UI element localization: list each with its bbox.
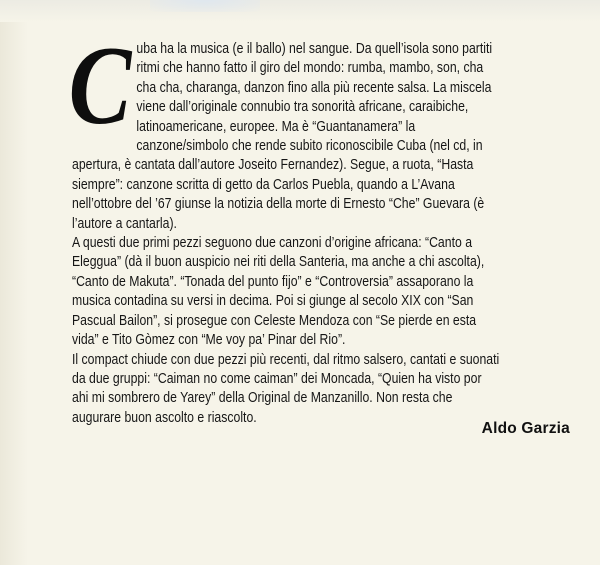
page-tint-top <box>150 0 260 12</box>
article-paragraph-1 <box>68 24 500 234</box>
article-paragraph-3: Il compact chiude con due pezzi più recenti, dal ritmo salsero, cantati e suonati da due gruppi: “Caiman no come caiman” dei Moncada, “Quien ha visto por ahi mi sombrero de Yarey” della Original de Manzanillo. Non resta che augurare buon ascolto e riascolto. <box>72 351 500 426</box>
article-paragraph-2: A questi due primi pezzi seguono due canzoni d’origine africana: “Canto a Eleggua” (dà il buon auspicio nei riti della Santeria, ma anche a chi ascolta), “Canto de Makuta”. “Tonada del punto fijo” e “Controversia” assaporano la musica contadina su versi in decima. Poi si giunge al secolo XIX con “San Pascual Bailon”, si prosegue con Celeste Mendoza con “Se pierde en esta vida” e Tito Gòmez con “Me voy pa’ Pinar del Rio”. <box>72 235 485 349</box>
drop-cap: C <box>68 24 130 148</box>
author-signature: Aldo Garzia <box>481 420 570 437</box>
paragraph-1-text: uba ha la musica (e il ballo) nel sangue. Da quell’isola sono partiti ritmi che hanno fatto il giro del mondo: rumba, mambo, son, cha cha cha, charanga, danzon fino alla più recente salsa. La miscela viene dall’originale connubio tra sonorità africane, caraibiche, latinoamericane, europee. Ma è “Guantanamera” la canzone/simbolo che rende subito riconoscibile Cuba (nel cd, in apertura, è cantata dall’autore Joseito Fernandez). Segue, a ruota, “Hasta siempre”: canzone scritta di getto da Carlos Puebla, quando a L’Avana nell’ottobre del ’67 giunse la notizia della morte di Ernesto “Che” Guevara (è l’autore a cantarla). <box>72 41 493 232</box>
article-body <box>68 24 500 428</box>
page-shadow-left <box>0 0 28 565</box>
page-shadow-top <box>0 0 600 22</box>
